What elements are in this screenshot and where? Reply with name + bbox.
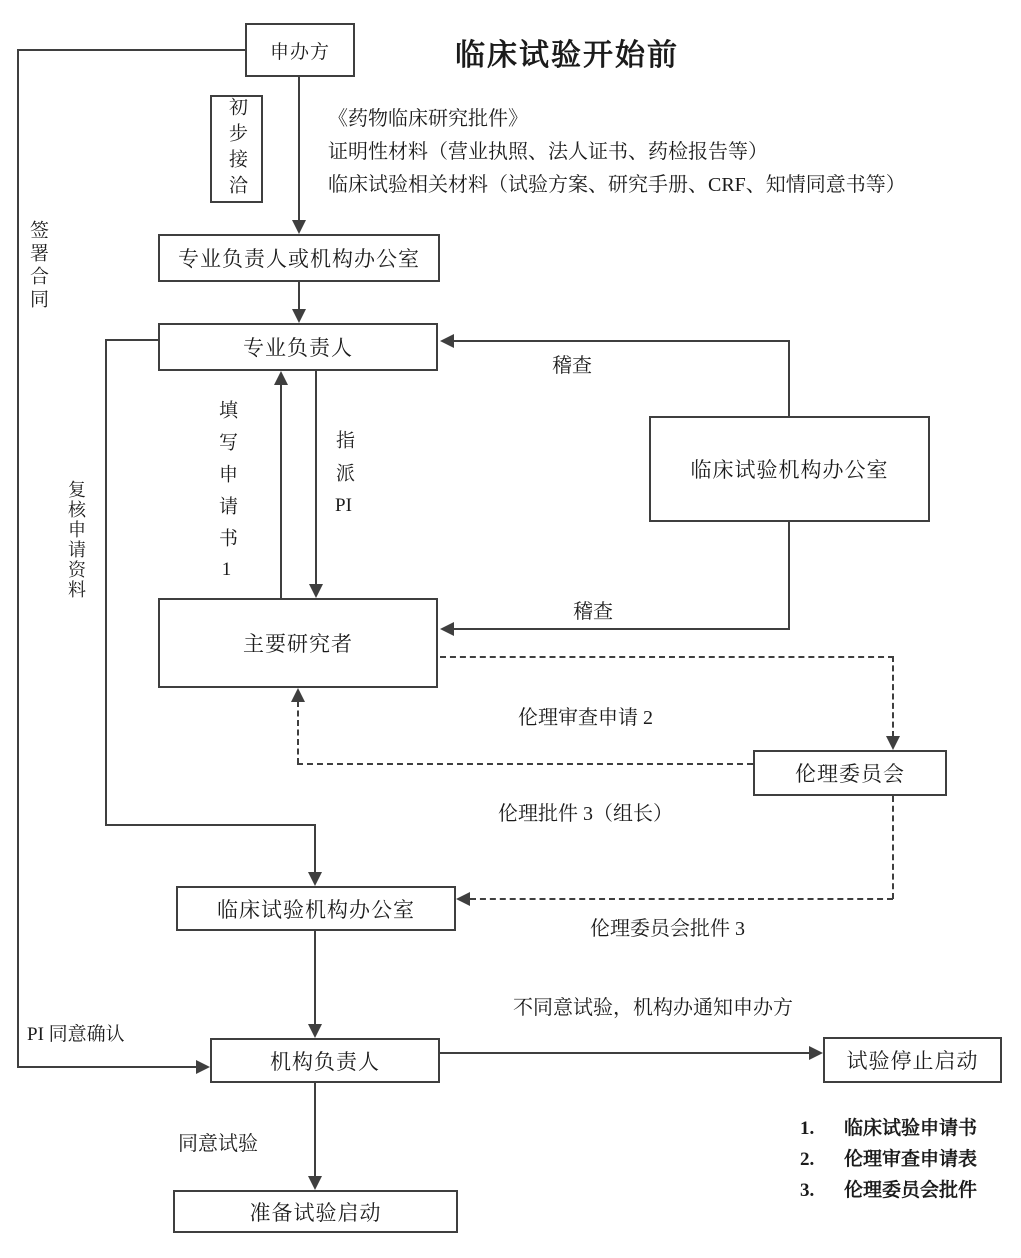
arrowhead [274, 371, 288, 385]
footnote-number: 1. [800, 1118, 815, 1139]
connector-to-institution-head [17, 1066, 197, 1068]
edge-label-ethics-approval-leader: 伦理批件 3（组长） [498, 803, 673, 825]
connector-audit-bottom-v [788, 522, 790, 630]
footnote-text: 临床试验申请书 [844, 1118, 978, 1139]
edge-label-review-materials: 复核申请资料 [66, 480, 86, 600]
node-label: 伦理委员会 [795, 762, 905, 786]
arrowhead [292, 220, 306, 234]
footnote-list [800, 1113, 977, 1206]
document-line-2: 证明性材料（营业执照、法人证书、药检报告等） [328, 141, 768, 163]
node-institution-office-right [649, 416, 930, 522]
node-principal-investigator [158, 598, 438, 688]
connector-agree-down [314, 1083, 316, 1177]
connector-audit-top-v [788, 340, 790, 416]
arrowhead [809, 1046, 823, 1060]
node-stop-trial [823, 1037, 1002, 1083]
connector-fill-application [280, 384, 282, 598]
arrowhead [309, 584, 323, 598]
dashed-committee-approval-h [470, 898, 893, 900]
arrowhead [456, 892, 470, 906]
node-institution-head [210, 1038, 440, 1083]
footnote-text: 伦理委员会批件 [844, 1180, 978, 1201]
connector-assign-pi [315, 371, 317, 585]
node-ethics-committee [753, 750, 947, 796]
footnote-item-2 [800, 1144, 977, 1175]
connector-review-b [105, 339, 107, 826]
node-institution-office-lower [176, 886, 456, 931]
arrowhead [196, 1060, 210, 1074]
node-label: 临床试验机构办公室 [690, 458, 889, 482]
node-label: 申办方 [269, 41, 330, 63]
node-dept-head [158, 323, 438, 371]
footnote-item-3 [800, 1175, 977, 1206]
connector-office2-down [314, 931, 316, 1025]
document-line-1: 《药物临床研究批件》 [328, 108, 528, 130]
footnote-text: 伦理审查申请表 [844, 1149, 978, 1170]
node-label: 专业负责人 [243, 336, 353, 360]
edge-label-assign-pi: 指派PI [333, 430, 354, 515]
edge-label-agree: 同意试验 [178, 1133, 258, 1155]
edge-label-pi-confirm: PI 同意确认 [27, 1024, 125, 1045]
footnote-number: 2. [800, 1149, 815, 1170]
connector-stop-trial [440, 1052, 810, 1054]
connector-sponsor-down [298, 77, 300, 221]
connector-sponsor-left [17, 49, 245, 51]
connector-office-to-depthead [298, 282, 300, 310]
node-label: 机构负责人 [270, 1049, 380, 1074]
page-title: 临床试验开始前 [455, 39, 679, 72]
node-label: 专业负责人或机构办公室 [178, 247, 420, 271]
arrowhead [308, 872, 322, 886]
arrowhead [292, 309, 306, 323]
dashed-committee-approval-v [892, 796, 894, 899]
node-label: 试验停止启动 [846, 1049, 979, 1073]
arrowhead [440, 622, 454, 636]
edge-label-ethics-application: 伦理审查申请 2 [518, 707, 653, 729]
node-label: 初步接洽 [226, 97, 247, 201]
node-label: 准备试验启动 [249, 1200, 382, 1225]
document-list [328, 103, 906, 202]
dashed-ethics-application-v [892, 656, 894, 737]
edge-label-audit-top: 稽查 [552, 355, 592, 377]
edge-label-sign-contract: 签署合同 [27, 220, 48, 312]
edge-label-disagree: 不同意试验，机构办通知申办方 [513, 997, 793, 1019]
connector-review-d [314, 824, 316, 873]
connector-audit-top [452, 340, 790, 342]
connector-review-c [105, 824, 316, 826]
node-prepare-trial [173, 1190, 458, 1233]
node-dept-head-or-office [158, 234, 440, 282]
footnote-number: 3. [800, 1180, 815, 1201]
connector-left-long [17, 49, 19, 1068]
connector-audit-bottom [452, 628, 790, 630]
arrowhead [291, 688, 305, 702]
dashed-ethics-application-h [440, 656, 894, 658]
dashed-ethics-approval-v [297, 701, 299, 764]
connector-review-a [105, 339, 158, 341]
arrowhead [308, 1176, 322, 1190]
edge-label-ethics-committee-approval: 伦理委员会批件 3 [590, 918, 745, 940]
node-preliminary-contact [210, 95, 263, 203]
arrowhead [440, 334, 454, 348]
node-sponsor [245, 23, 355, 77]
document-line-3: 临床试验相关材料（试验方案、研究手册、CRF、知情同意书等） [328, 174, 906, 196]
arrowhead [308, 1024, 322, 1038]
node-label: 临床试验机构办公室 [217, 897, 415, 922]
arrowhead [886, 736, 900, 750]
node-label: 主要研究者 [243, 632, 353, 656]
edge-label-audit-bottom: 稽查 [573, 601, 613, 623]
footnote-item-1 [800, 1113, 977, 1144]
edge-label-fill-application: 填写申请书1 [216, 400, 237, 579]
dashed-ethics-approval-h [297, 763, 753, 765]
